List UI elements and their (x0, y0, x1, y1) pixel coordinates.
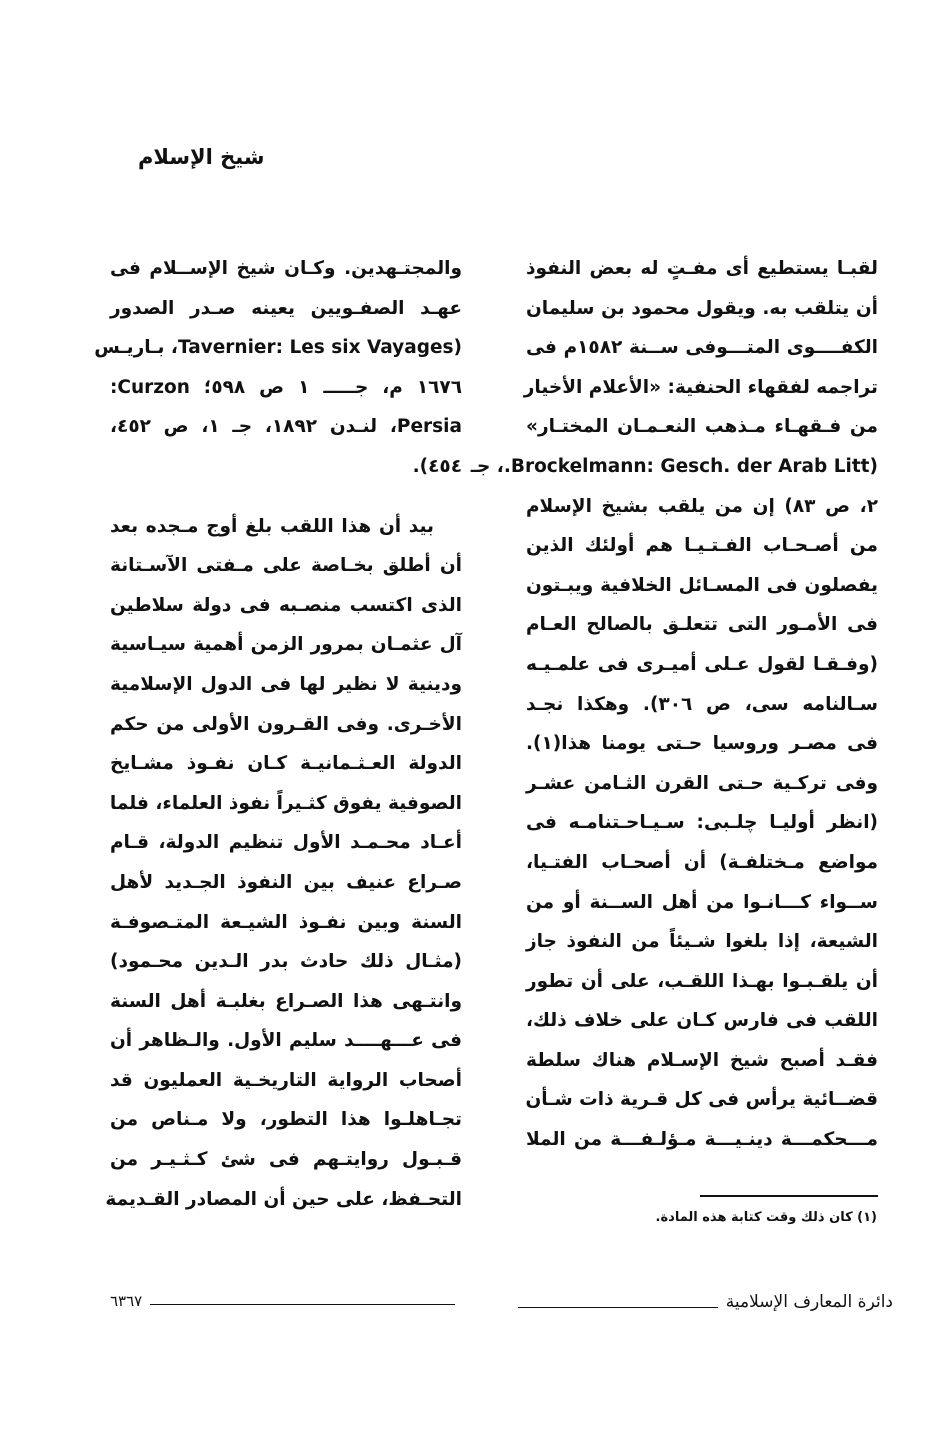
left-column (94, 249, 463, 1219)
text-line: فى مصـر وروسيا حـتى يومنا هذا(١). (526, 733, 878, 755)
text-line: مواضع مـختلفـة) أن أصحـاب الفتـيا، (526, 851, 878, 873)
text-line: فقـد أصبح شيخ الإسـلام هناك سلطة (526, 1049, 878, 1071)
text-line: Persia، لنـدن ١٨٩٢، جـ ١، ص ٤٥٢، (110, 416, 462, 438)
text-line: يفصلون فى المسـائل الخلافية ويبـتون (526, 574, 878, 596)
footer-rule (150, 1304, 455, 1305)
text-line: سـالنامه سى، ص ٣٠٦). وهكذا نجـد (526, 693, 878, 715)
footer-publication (518, 1292, 893, 1312)
text-line: بيد أن هذا اللقب بلغ أوج مـجده بعد (110, 515, 434, 537)
running-title: شيخ الإسلام (138, 145, 265, 169)
text-line: (مثـال ذلك حادث بدر الـدين محـمود) (110, 951, 462, 973)
text-line: من أصـحـاب الفـتـيـا هم أولئك الذين (526, 535, 878, 557)
text-line: قـبـول روايتـهم فى شئ كـثـيـر من (110, 1149, 462, 1171)
text-line: ٤٥٤). (412, 455, 462, 477)
text-line: أصحاب الرواية التاريخـية العمليون قد (110, 1069, 462, 1091)
text-line: الشيعة، إذا بلغوا شـيئاً من النفوذ جاز (526, 931, 878, 953)
text-line: ودينية لا نظير لها فى الدول الإسلامية (110, 673, 462, 695)
text-line: أن يتلقب به. ويقول محمود بن سليمان (526, 297, 878, 319)
publication-title: دائرة المعارف الإسلامية (725, 1292, 893, 1312)
text-line: الذى اكتسب منصـبه فى دولة سلاطين (110, 594, 462, 616)
text-line: الدولة العـثـمانيـة كـان نفـوذ مشـايخ (110, 753, 462, 775)
right-column (470, 249, 878, 1160)
text-line: والمجتـهدين. وكـان شيخ الإســلام فى (110, 258, 462, 279)
text-line: تراجمه لفقهاء الحنفية: «الأعلام الأخيار (523, 376, 878, 398)
text-line: أن يلقـبـوا بهـذا اللقـب، على أن تطور (526, 970, 878, 992)
text-line: (Brockelmann: Gesch. der Arab Litt.، جـ (470, 455, 878, 477)
text-line: الكفــــوى المتـــوفى ســنة ١٥٨٢م فى (526, 337, 878, 359)
paragraph-1 (94, 249, 463, 487)
text-line: وفى تركـية حـتى القرن الثـامن عشـر (526, 772, 878, 794)
text-line: وانتـهى هذا الصـراع بغلبـة أهل السنة (110, 990, 462, 1012)
text-line: فى عـــهــــد سليم الأول. والـظاهر أن (110, 1030, 462, 1052)
text-line: اللقب فى فارس كـان على خلاف ذلك، (526, 1010, 878, 1032)
text-line: ٢، ص ٨٣) إن من يلقب بشيخ الإسلام (526, 495, 878, 517)
footer-page (110, 1292, 455, 1310)
text-line: الصوفية يفوق كثـيراً نفوذ العلماء، فلما (109, 792, 462, 814)
text-line: تجـاهلـوا هذا التطور، ولا مـناص من (110, 1109, 462, 1131)
footer-rule (518, 1307, 718, 1308)
page-number: ٦٣٦٧ (110, 1292, 143, 1310)
footnote-divider (700, 1195, 878, 1197)
text-line: الأخـرى. وفى القـرون الأولى من حكم (110, 713, 462, 735)
paragraph-2 (105, 507, 462, 1220)
footnote: (١) كان ذلك وقت كتابة هذه المادة. (655, 1210, 877, 1225)
text-line: التحـفظ، على حين أن المصادر القـديمة (105, 1188, 462, 1210)
text-line: لقبـا يستطيع أى مفـتٍ له بعض النفوذ (526, 258, 878, 279)
text-line: أعـاد محـمـد الأول تنظيم الدولة، قـام (110, 832, 462, 854)
text-line: (وفـقـا لقول عـلى أميـرى فى علمـيـه (526, 653, 878, 675)
text-line: ١٦٧٦ م، جـــــ ١ ص ٥٩٨؛ Curzon: (110, 376, 463, 398)
text-line: (Tavernier: Les six Vayages، بـاريـس (94, 337, 462, 359)
text-line: أن أطلق بخـاصة على مـفتى الآسـتانة (110, 555, 462, 577)
text-line: ســواء كـــانـوا من أهل الســنة أو من (526, 891, 878, 913)
text-line: مـــحكمـــة دينـيـــة مـؤلـفـــة من الملا (526, 1129, 878, 1151)
text-line: قضــائية يرأس فى كل قـرية ذات شـأن (525, 1089, 878, 1111)
text-line: السنة وبين نفـوذ الشيـعة المتـصوفـة (110, 911, 462, 933)
text-line: صـراع عنيف بين النفوذ الجـديد لأهل (110, 871, 462, 893)
text-line: من فـقهـاء مـذهب النعـمـان المختـار» (526, 416, 878, 438)
text-line: (انظر أوليـا چلـبى: سـيـاحـتنامـه فى (526, 812, 878, 834)
text-line: عهـد الصفـويين يعينه صـدر الصدور (110, 297, 462, 319)
text-line: فى الأمـور التى تتعلـق بالصالح العـام (526, 614, 878, 636)
text-line: آل عثمـان بمرور الزمن أهمية سيـاسية (110, 634, 462, 656)
